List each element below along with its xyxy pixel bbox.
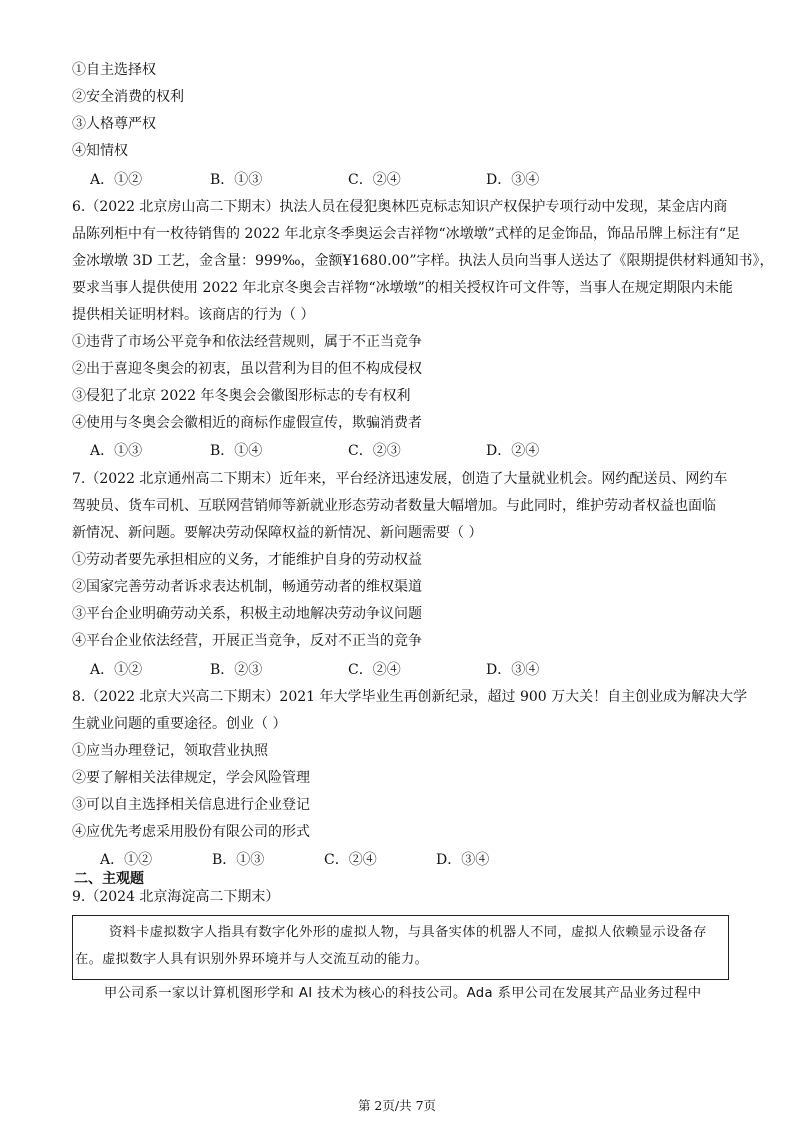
q8-item-2: ②要了解相关法律规定，学会风险管理 xyxy=(72,770,310,786)
q5-option-a: A．①② xyxy=(90,172,143,188)
q6-item-2: ②出于喜迎冬奥会的初衷，虽以营利为目的但不构成侵权 xyxy=(72,361,422,377)
q9-header: 9.（2024 北京海淀高二下期末） xyxy=(72,889,280,905)
card-line-1: 资料卡虚拟数字人指具有数字化外形的虚拟人物，与具备实体的机器人不同，虚拟人依赖显示设备存 xyxy=(109,925,707,940)
q7-item-2: ②国家完善劳动者诉求表达机制，畅通劳动者的维权渠道 xyxy=(72,579,422,595)
q7-option-a: A．①② xyxy=(90,662,143,678)
q6-option-c: C．②③ xyxy=(348,443,401,459)
q7-stem-line-1: 7.（2022 北京通州高二下期末）近年来，平台经济迅速发展，创造了大量就业机会。网约配送员、网约车 xyxy=(72,471,728,487)
q6-stem-line-2: 品陈列柜中有一枚待销售的 2022 年北京冬季奥运会吉祥物“冰墩墩”式样的足金饰品，饰品吊牌上标注有“足 xyxy=(72,226,740,242)
q8-option-d: D．③④ xyxy=(436,852,490,868)
q6-option-b: B．①④ xyxy=(210,443,263,459)
q8-item-3: ③可以自主选择相关信息进行企业登记 xyxy=(72,797,310,813)
q6-item-3: ③侵犯了北京 2022 年冬奥会会徽图形标志的专有权利 xyxy=(72,388,411,404)
q8-option-c: C．②④ xyxy=(324,852,377,868)
q6-option-d: D．②④ xyxy=(486,443,540,459)
q9-text-line: 甲公司系一家以计算机图形学和 AI 技术为核心的科技公司。Ada 系甲公司在发展其产品业务过程中 xyxy=(104,986,702,1001)
q5-item-4: ④知情权 xyxy=(72,143,128,159)
card-line-2: 在。虚拟数字人具有识别外界环境并与人交流互动的能力。 xyxy=(75,952,429,967)
q8-item-1: ①应当办理登记，领取营业执照 xyxy=(72,743,268,759)
q6-stem-line-4: 要求当事人提供使用 2022 年北京冬奥会吉祥物“冰墩墩”的相关授权许可文件等，当事人在规定期限内未能 xyxy=(72,280,733,296)
q7-item-3: ③平台企业明确劳动关系，积极主动地解决劳动争议问题 xyxy=(72,606,422,622)
q7-item-4: ④平台企业依法经营，开展正当竞争，反对不正当的竞争 xyxy=(72,633,422,649)
page-footer: 第 2页/共 7页 xyxy=(357,1098,437,1113)
q6-item-4: ④使用与冬奥会会徽相近的商标作虚假宣传，欺骗消费者 xyxy=(72,415,422,431)
q5-option-d: D．③④ xyxy=(486,172,540,188)
q5-item-3: ③人格尊严权 xyxy=(72,116,156,132)
section-heading-subjective: 二、主观题 xyxy=(74,871,144,887)
q6-stem-line-1: 6.（2022 北京房山高二下期末）执法人员在侵犯奥林匹克标志知识产权保护专项行动中发现，某金店内商 xyxy=(72,199,728,215)
q6-stem-line-3: 金冰墩墩 3D 工艺，金含量：999‰，金额¥1680.00”字样。执法人员向当事人送达了《限期提供材料通知书》， xyxy=(72,253,774,269)
q5-item-2: ②安全消费的权利 xyxy=(72,89,184,105)
q7-option-b: B．②③ xyxy=(210,662,263,678)
q8-option-a: A．①② xyxy=(100,852,153,868)
q5-option-b: B．①③ xyxy=(210,172,263,188)
q7-option-c: C．②④ xyxy=(348,662,401,678)
q5-option-c: C．②④ xyxy=(348,172,401,188)
q5-item-1: ①自主选择权 xyxy=(72,62,156,78)
q6-item-1: ①违背了市场公平竞争和依法经营规则，属于不正当竞争 xyxy=(72,334,422,350)
q6-option-a: A．①③ xyxy=(90,443,143,459)
q7-stem-line-2: 驾驶员、货车司机、互联网营销师等新就业形态劳动者数量大幅增加。与此同时，维护劳动者权益也面临 xyxy=(72,498,716,514)
q6-stem-line-5: 提供相关证明材料。该商店的行为（ ） xyxy=(72,307,315,323)
q8-option-b: B．①③ xyxy=(212,852,265,868)
material-card-box xyxy=(72,915,729,980)
q7-item-1: ①劳动者要先承担相应的义务，才能维护自身的劳动权益 xyxy=(72,552,422,568)
q8-stem-line-2: 生就业问题的重要途径。创业（ ） xyxy=(72,716,287,732)
q7-stem-line-3: 新情况、新问题。要解决劳动保障权益的新情况、新问题需要（ ） xyxy=(72,525,483,541)
q8-stem-line-1: 8.（2022 北京大兴高二下期末）2021 年大学毕业生再创新纪录，超过 900 万大关！自主创业成为解决大学 xyxy=(72,689,748,705)
q7-option-d: D．③④ xyxy=(486,662,540,678)
q8-item-4: ④应优先考虑采用股份有限公司的形式 xyxy=(72,824,310,840)
